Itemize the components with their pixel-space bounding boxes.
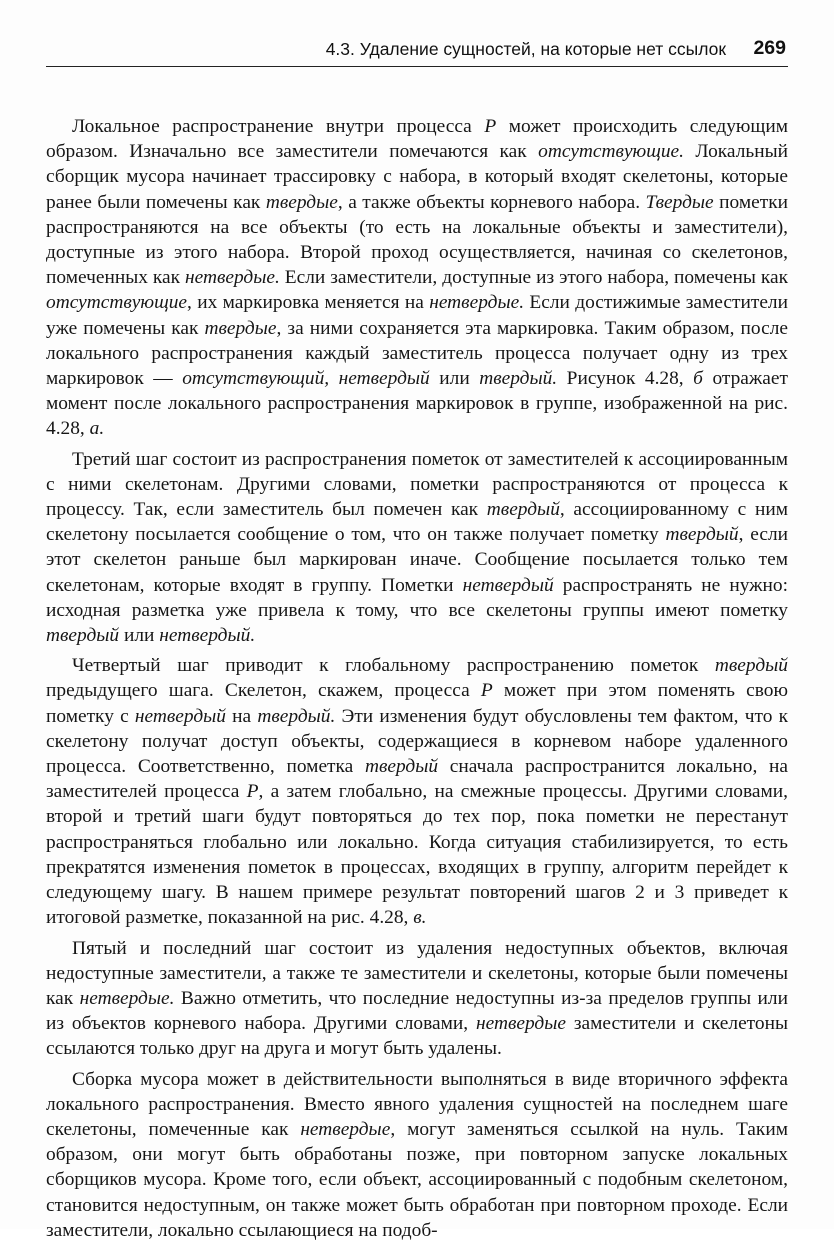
text-run: Если достижимые заместители уже помечены как	[46, 292, 788, 339]
text-run: может происходить следующим образом. Изначально все заместители помечаются как	[46, 116, 788, 163]
text-run: Локальный сборщик мусора начинает трассировку с набора, в который входят скелетоны, которые ранее были помечены как	[46, 141, 789, 213]
text-run: сначала распространится локально, на заместителей процесса	[46, 756, 788, 803]
italic-text: твердый	[486, 499, 560, 521]
text-run: на	[225, 705, 258, 727]
italic-text: отсутствующие	[46, 292, 188, 314]
text-run: Третий шаг состоит из распространения пометок от заместителей к ассоциированным с ними скелетонам. Другими словами, пометки распространяются от процесса к процессу. Так, если заместитель был помечен как	[46, 448, 788, 521]
italic-text: нетвердые	[300, 1118, 391, 1140]
italic-text: в.	[413, 907, 427, 929]
text-run: Четвертый шаг приводит к глобальному распространению пометок	[72, 655, 715, 677]
text-run: или	[119, 625, 160, 647]
italic-text: твердый	[714, 655, 788, 677]
italic-text: отсутствующий, нетвердый	[182, 368, 430, 390]
paragraph	[46, 653, 788, 930]
text-run: Пятый и последний шаг состоит из удаления недоступных объектов, включая недоступные заместители, а также те заместители и скелетоны, которые были помечены как	[46, 937, 788, 1009]
text-run: или	[429, 368, 480, 390]
italic-text: нетвердый	[134, 705, 226, 727]
italic-text: нетвердые.	[429, 292, 525, 314]
text-run: Эти изменения будут обусловлены тем фактом, что к скелетону получат доступ объекты, содержащиеся в корневом наборе удаленного процесса. Соответственно, пометка	[46, 705, 789, 778]
italic-text: твердый	[665, 524, 739, 546]
italic-text: P	[480, 680, 493, 702]
italic-text: твердые	[265, 191, 338, 213]
italic-text: твердый.	[479, 368, 558, 390]
paragraph	[46, 114, 788, 442]
text-run: , если этот скелетон раньше был маркирован иначе. Сообщение посылается только тем скелетонам, которые входят в группу. Пометки	[46, 524, 788, 596]
text-run: , а затем глобально, на смежные процессы. Другими словами, второй и третий шаги будут повторяться до тех пор, пока пометки не перестанут распространяться глобально или локально. Когда ситуация стабилизируется, то есть прекратятся изменения пометок в процессах, входящих в группу, алгоритм перейдет к следующему шагу. В нашем примере результат повторений шагов 2 и 3 приведет к итоговой разметке, показанной на рис. 4.28,	[46, 781, 789, 929]
italic-text: Твердые	[645, 191, 714, 213]
italic-text: а.	[89, 418, 105, 440]
body-text	[46, 114, 788, 1243]
italic-text: твердый	[46, 625, 120, 647]
italic-text: нетвердый.	[159, 625, 256, 647]
text-run: , ассоциированному с ним скелетону посылается сообщение о том, что он также получает пометку	[46, 499, 788, 546]
text-run: распространять не нужно: исходная разметка уже привела к тому, что все скелетоны группы имеют пометку	[46, 574, 788, 621]
text-run: Сборка мусора может в действительности выполняться в виде вторичного эффекта локального распространения. Вместо явного удаления сущностей на последнем шаге скелетоны, помеченные как	[46, 1068, 788, 1140]
text-run: предыдущего шага. Скелетон, скажем, процесса	[46, 680, 481, 702]
text-run: , могут заменяться ссылкой на нуль. Таким образом, они могут быть обработаны позже, при повторном запуске локальных сборщиков мусора. Кроме того, если объект, ассоциированный с подобным скелетоном, становится недоступным, он также может быть обработан при повторном проходе. Если заместители, локально ссылающиеся на подоб-	[46, 1118, 788, 1241]
text-run: Если заместители, доступные из этого набора, помечены как	[279, 267, 788, 289]
text-run: Рисунок 4.28,	[557, 368, 694, 390]
text-run: Важно отметить, что последние недоступны из-за пределов группы или из объектов корневого набора. Другими словами,	[46, 987, 788, 1035]
text-run: , а также объекты корневого набора.	[337, 191, 646, 213]
text-run: , их маркировка меняется на	[187, 292, 430, 314]
italic-text: отсутствующие.	[538, 141, 685, 163]
paragraph	[46, 1067, 788, 1243]
italic-text: нетвердые	[476, 1013, 566, 1035]
page-number: 269	[753, 37, 786, 59]
italic-text: твердый.	[257, 705, 336, 727]
text-run: заместители и скелетоны ссылаются только друг на друга и могут быть удалены.	[46, 1013, 788, 1060]
italic-text: нетвердые.	[79, 987, 175, 1009]
italic-text: б	[693, 368, 703, 390]
text-run: , за ними сохраняется эта маркировка. Таким образом, после локального распространения каждый заместитель процесса получает одну из трех маркировок —	[46, 317, 788, 390]
running-header	[46, 36, 788, 67]
text-run: пометки распространяются на все объекты (то есть на локальные объекты и заместители), доступные из этого набора. Второй проход осуществляется, начиная со скелетонов, помеченных как	[46, 191, 789, 289]
text-run: может при этом поменять свою пометку с	[46, 680, 788, 727]
text-run: отражает момент после локального распространения маркировок в группе, изображенной на рис. 4.28,	[46, 368, 788, 440]
italic-text: P	[484, 116, 497, 137]
section-title: 4.3. Удаление сущностей, на которые нет ссылок	[325, 39, 726, 59]
italic-text: нетвердые.	[184, 267, 280, 289]
paragraph	[46, 936, 788, 1062]
italic-text: твердые	[204, 317, 277, 339]
italic-text: твердый	[364, 756, 439, 778]
paragraph	[46, 447, 788, 649]
italic-text: P	[246, 781, 259, 803]
text-run: Локальное распространение внутри процесса	[72, 116, 485, 137]
italic-text: нетвердый	[462, 574, 554, 596]
